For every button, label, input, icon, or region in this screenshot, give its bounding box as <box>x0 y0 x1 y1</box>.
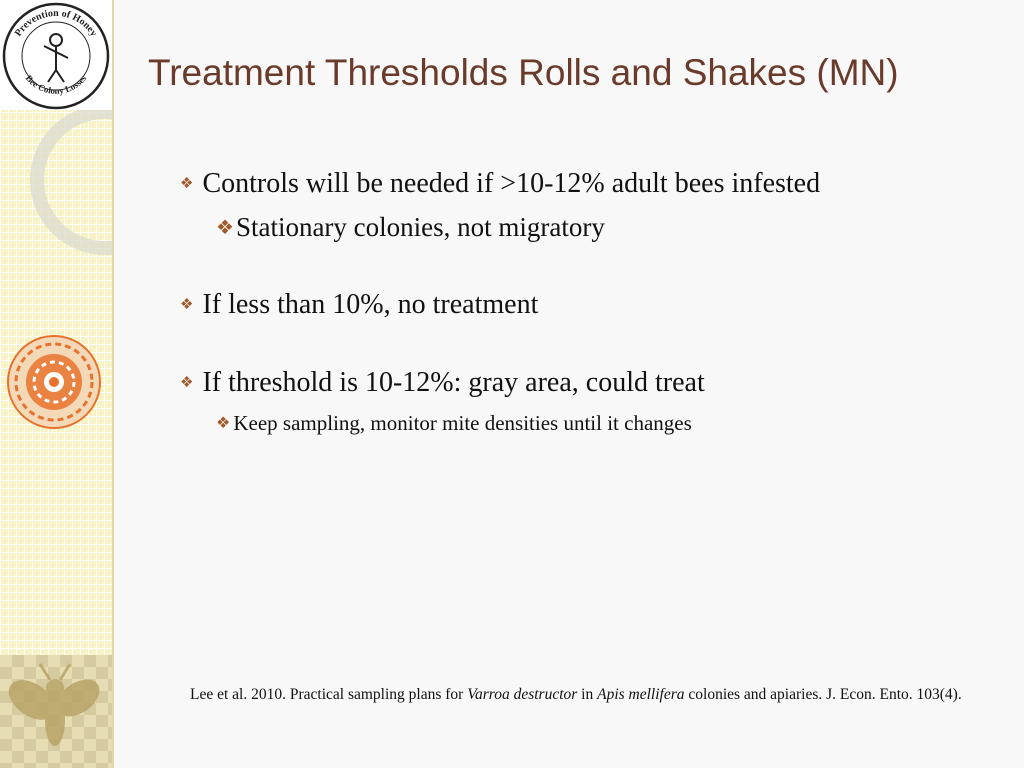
logo-seal-icon <box>0 0 112 110</box>
diamond-bullet-icon: ❖ <box>216 217 234 239</box>
honeycomb-medallion-icon <box>4 332 104 432</box>
bullet-text: If threshold is 10-12%: gray area, could treat <box>202 367 705 398</box>
species-name: Varroa destructor <box>467 686 578 703</box>
bee-icon <box>0 658 112 768</box>
logo <box>0 0 112 110</box>
bullet-item <box>180 289 1000 321</box>
diamond-bullet-icon: ❖ <box>180 176 194 192</box>
sub-bullet-item <box>216 411 1000 436</box>
decorative-sidebar <box>0 0 112 768</box>
bullet-text: Controls will be needed if >10-12% adult bees infested <box>202 168 821 199</box>
sub-bullet-item <box>216 212 1000 243</box>
sidebar-divider <box>112 0 114 768</box>
citation-text: colonies and apiaries. J. Econ. Ento. 103(4). <box>684 686 962 703</box>
species-name: Apis mellifera <box>597 686 685 703</box>
bullet-text: If less than 10%, no treatment <box>202 289 539 320</box>
bullet-item <box>180 367 1000 399</box>
logo-text-top: Prevention of Honey <box>12 7 100 39</box>
citation-text: in <box>577 686 598 703</box>
diamond-bullet-icon: ❖ <box>180 297 194 313</box>
citation-text: Lee et al. 2010. Practical sampling plans for <box>190 686 468 703</box>
bullet-list <box>180 168 1000 436</box>
bullet-text: Stationary colonies, not migratory <box>235 212 605 242</box>
logo-text-bottom: Bee Colony Losses <box>23 73 89 96</box>
slide-title: Treatment Thresholds Rolls and Shakes (MN) <box>148 52 899 93</box>
diamond-bullet-icon: ❖ <box>180 375 194 391</box>
ring-decoration <box>0 100 112 360</box>
citation <box>190 683 970 706</box>
bullet-text: Keep sampling, monitor mite densities until it changes <box>233 411 692 435</box>
diamond-bullet-icon: ❖ <box>216 415 231 432</box>
bullet-item <box>180 168 1000 200</box>
